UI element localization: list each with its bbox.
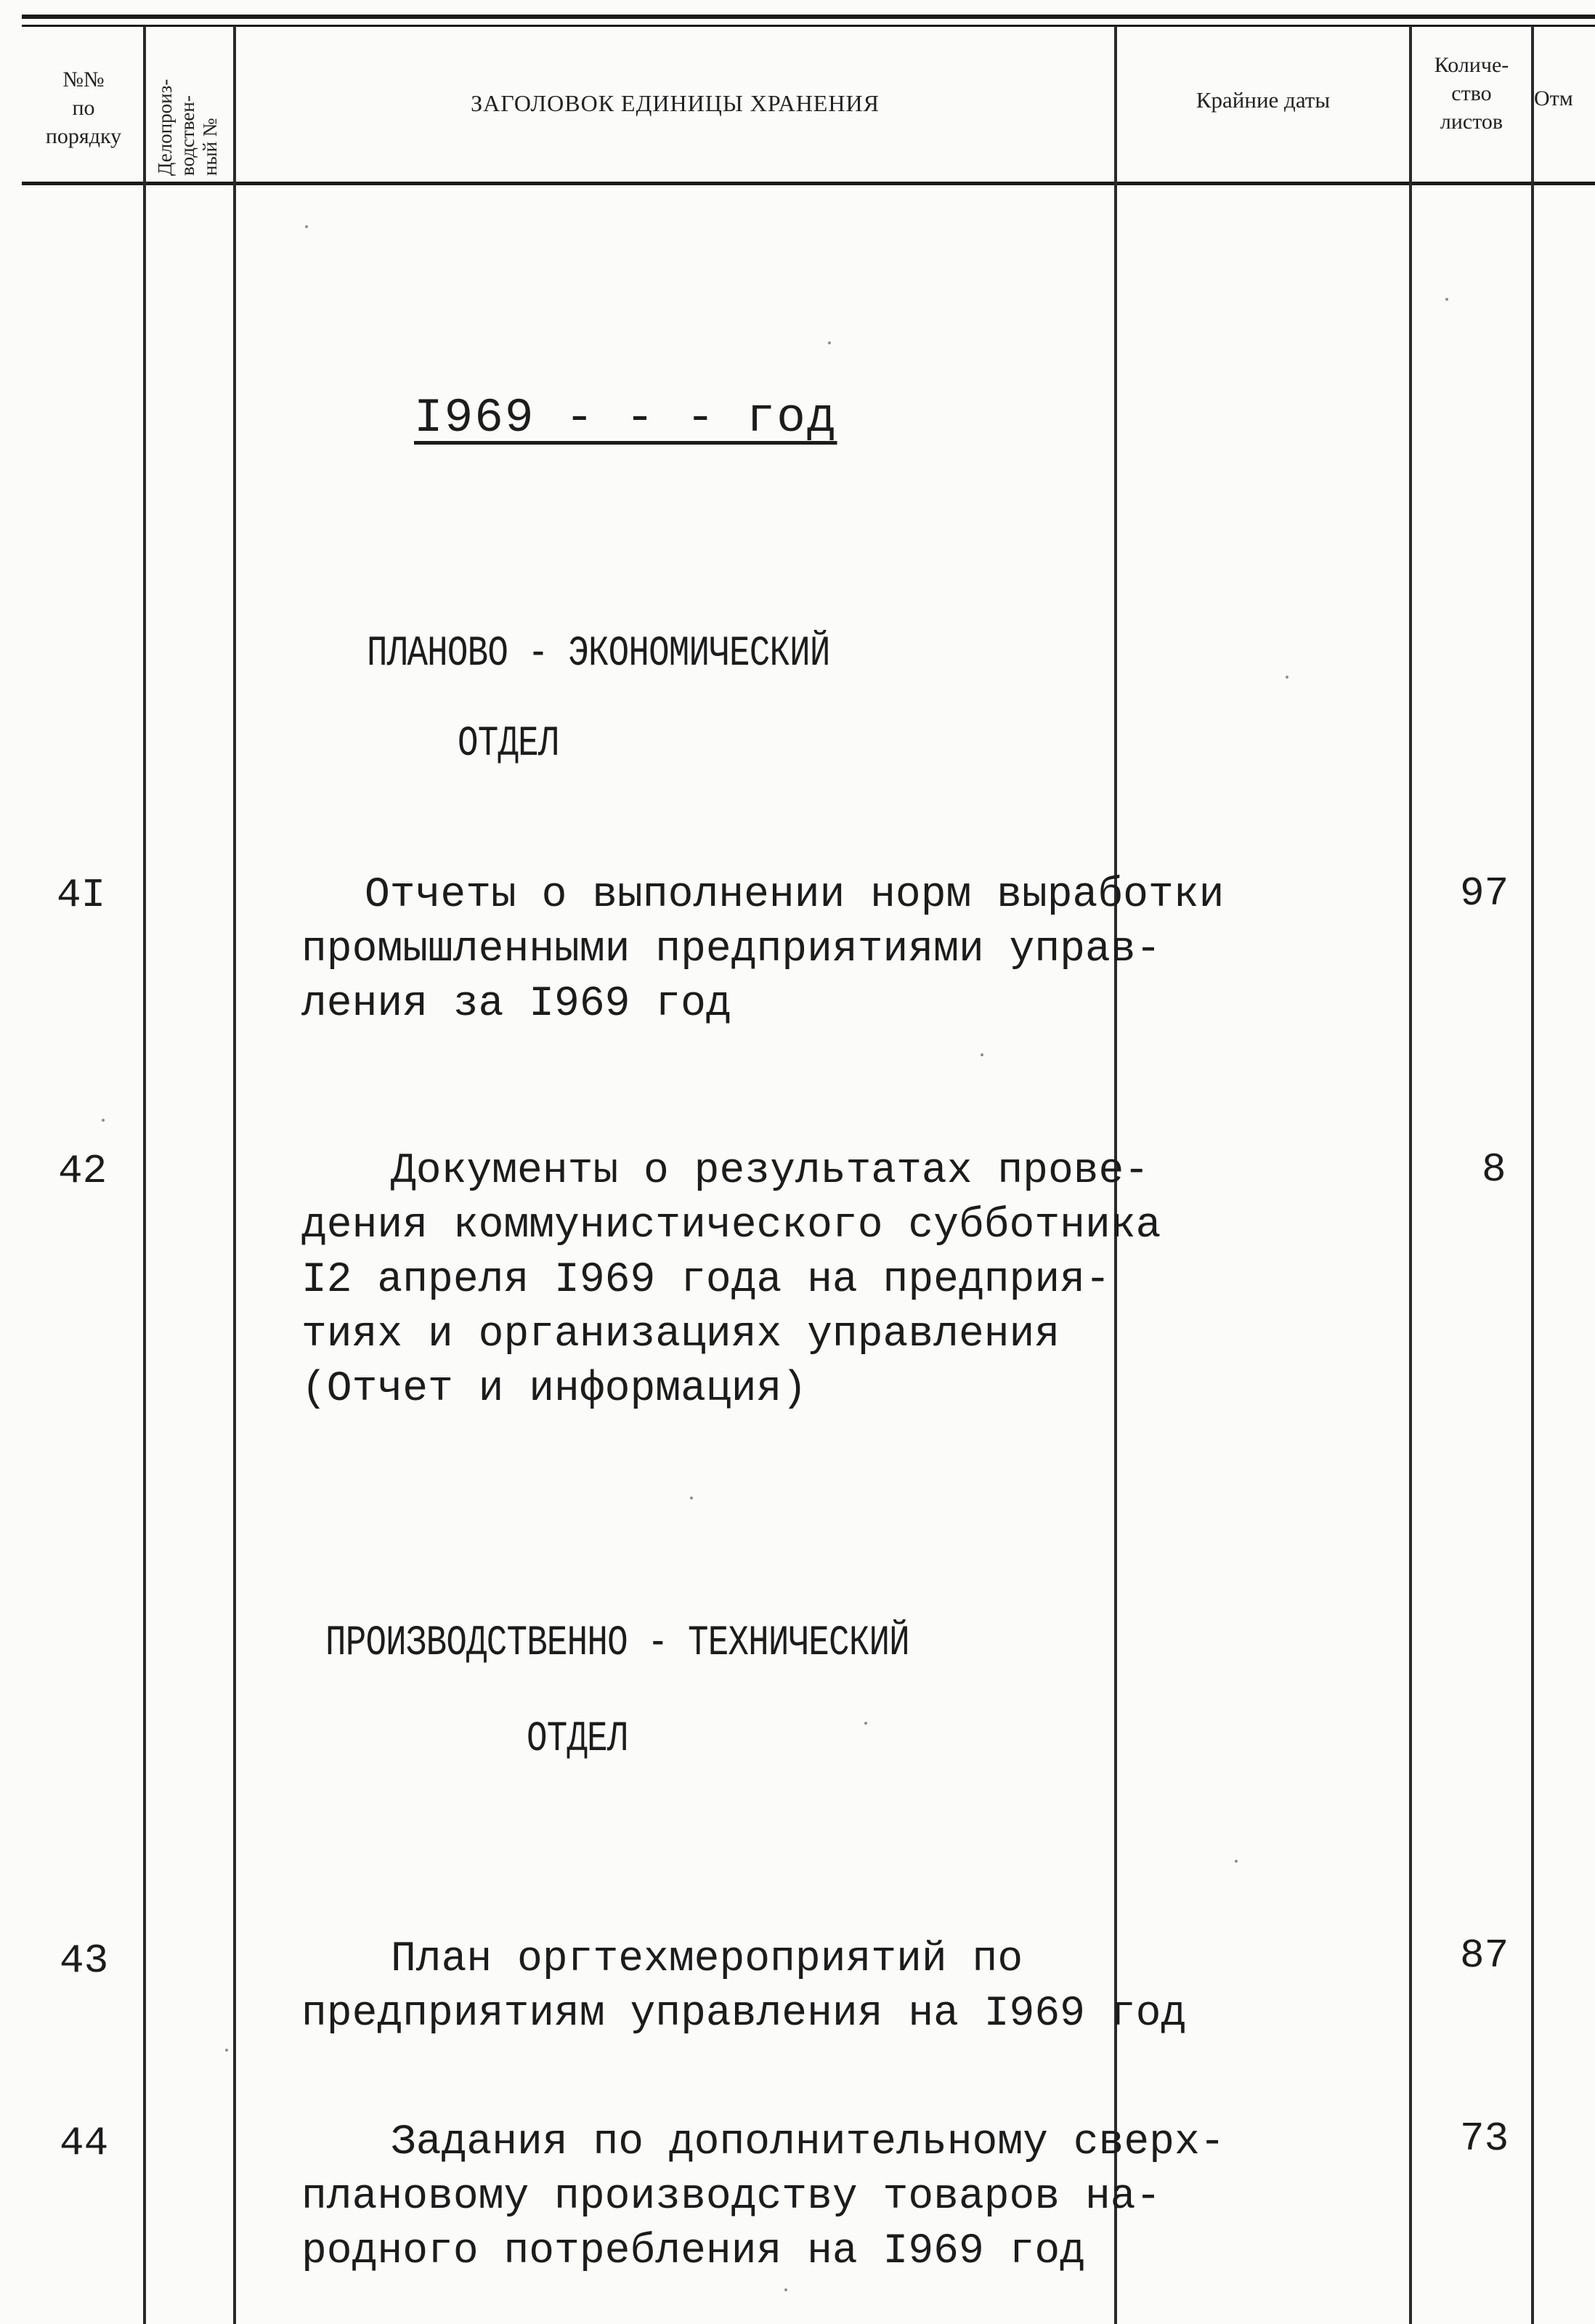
item-number: 42 bbox=[58, 1148, 107, 1194]
item-title-line: (Отчет и информация) bbox=[301, 1366, 808, 1413]
header-office-line: водствен- bbox=[176, 95, 198, 176]
item-number: 4I bbox=[57, 872, 106, 918]
column-divider bbox=[1531, 26, 1534, 2324]
header-number-line: по bbox=[72, 96, 95, 120]
header-dates: Крайние даты bbox=[1196, 87, 1331, 113]
header-rule bbox=[22, 182, 1595, 185]
item-sheets: 73 bbox=[1460, 2116, 1509, 2162]
item-title-line: промышленными предприятиями управ- bbox=[301, 926, 1161, 973]
scan-speck bbox=[225, 2049, 228, 2052]
header-number bbox=[29, 65, 138, 150]
header-title: ЗАГОЛОВОК ЕДИНИЦЫ ХРАНЕНИЯ bbox=[471, 90, 880, 116]
header-sheets bbox=[1412, 51, 1531, 136]
item-title-line: плановому производству товаров на- bbox=[301, 2174, 1161, 2221]
scan-speck bbox=[305, 225, 308, 228]
item-title-line: Документы о результатах прове- bbox=[391, 1148, 1150, 1195]
header-number-line: №№ bbox=[62, 68, 105, 92]
top-rule bbox=[22, 15, 1595, 19]
header-sheets-line: Количе- bbox=[1434, 53, 1509, 77]
item-number: 43 bbox=[60, 1938, 109, 1984]
top-rule-thin bbox=[22, 25, 1595, 27]
header-notes: Отм bbox=[1534, 86, 1573, 110]
scan-speck bbox=[1445, 298, 1448, 301]
item-number: 44 bbox=[60, 2120, 109, 2166]
header-number-line: порядку bbox=[45, 124, 122, 148]
section-heading: ОТДЕЛ bbox=[458, 721, 559, 768]
section-heading: ОТДЕЛ bbox=[527, 1716, 628, 1763]
scan-speck bbox=[102, 1119, 105, 1122]
item-title-line: предприятиям управления на I969 год bbox=[301, 1991, 1187, 2038]
item-title-line: План оргтехмероприятий по bbox=[391, 1936, 1023, 1983]
scan-speck bbox=[1286, 676, 1288, 679]
item-title-line: ления за I969 год bbox=[301, 981, 731, 1028]
scan-speck bbox=[981, 1053, 983, 1056]
item-title-line: Отчеты о выполнении норм выработки bbox=[365, 872, 1225, 919]
header-office-line: ный № bbox=[199, 118, 221, 176]
scan-speck bbox=[784, 2288, 787, 2291]
item-sheets: 8 bbox=[1482, 1146, 1506, 1193]
scan-speck bbox=[864, 1722, 867, 1725]
scan-speck bbox=[1235, 1860, 1238, 1863]
column-divider bbox=[143, 26, 146, 2324]
scan-speck bbox=[828, 341, 831, 344]
item-title-line: I2 апреля I969 года на предприя- bbox=[301, 1257, 1111, 1304]
section-heading: ПЛАНОВО - ЭКОНОМИЧЕСКИЙ bbox=[367, 631, 830, 678]
header-office-line: Делопроиз- bbox=[154, 78, 176, 176]
header-office-number bbox=[154, 79, 222, 176]
item-title-line: дения коммунистического субботника bbox=[301, 1202, 1161, 1250]
column-divider bbox=[1409, 26, 1412, 2324]
item-sheets: 97 bbox=[1460, 870, 1509, 917]
header-sheets-line: ство bbox=[1451, 81, 1492, 105]
item-title-line: тиях и организациях управления bbox=[301, 1311, 1060, 1359]
year-title: I969 - - - год bbox=[414, 391, 837, 445]
scan-speck bbox=[690, 1497, 693, 1499]
section-heading: ПРОИЗВОДСТВЕННО - ТЕХНИЧЕСКИЙ bbox=[325, 1620, 909, 1667]
item-sheets: 87 bbox=[1460, 1932, 1509, 1979]
header-sheets-line: листов bbox=[1440, 110, 1503, 134]
column-divider bbox=[233, 26, 236, 2324]
item-title-line: Задания по дополнительному сверх- bbox=[391, 2119, 1225, 2166]
item-title-line: родного потребления на I969 год bbox=[301, 2228, 1085, 2275]
